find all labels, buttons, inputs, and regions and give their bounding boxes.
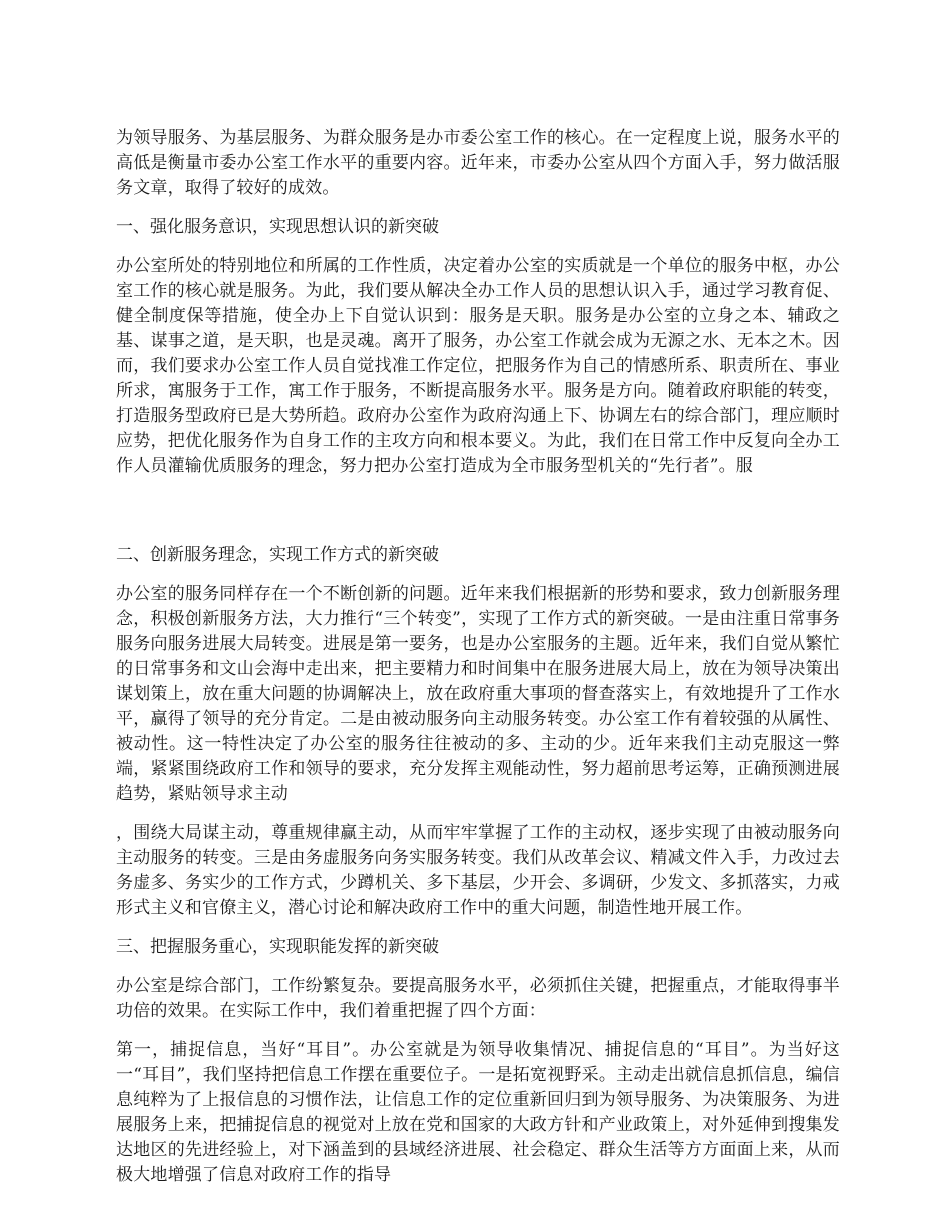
section-3-paragraph-1: 办公室是综合部门，工作纷繁复杂。要提高服务水平，必须抓住关键，把握重点，才能取得事半功倍的效果。在实际工作中，我们着重把握了四个方面： xyxy=(116,976,840,1021)
intro-paragraph: 为领导服务、为基层服务、为群众服务是办市委公室工作的核心。在一定程度上说，服务水平的高低是衡量市委办公室工作水平的重要内容。近年来，市委办公室从四个方面入手，努力做活服务文章，取得了较好的成效。 xyxy=(116,128,840,198)
section-3-heading: 三、把握服务重心，实现职能发挥的新突破 xyxy=(116,937,439,957)
section-1-heading: 一、强化服务意识，实现思想认识的新突破 xyxy=(116,217,439,237)
section-3-paragraph-2: 第一，捕捉信息，当好“耳目”。办公室就是为领导收集情况、捕捉信息的“耳目”。为当好这一“耳目”，我们坚持把信息工作摆在重要位子。一是拓宽视野采。主动走出就信息抓信息，编信息纯粹为了上报信息的习惯作法，让信息工作的定位重新回归到为领导服务、为决策服务、为进展服务上来，把捕捉信息的视觉对上放在党和国家的大政方针和产业政策上，对外延伸到搜集发达地区的先进经验上，对下涵盖到的县域经济进展、社会稳定、群众生活等方方面面上来，从而极大地增强了信息对政府工作的指导 xyxy=(116,1040,840,1185)
section-2-paragraph-1: 办公室的服务同样存在一个不断创新的问题。近年来我们根据新的形势和要求，致力创新服务理念，积极创新服务方法，大力推行“三个转变”，实现了工作方式的新突破。一是由注重日常事务服务向服务进展大局转变。进展是第一要务，也是办公室服务的主题。近年来，我们自觉从繁忙的日常事务和文山会海中走出来，把主要精力和时间集中在服务进展大局上，放在为领导决策出谋划策上，放在重大问题的协调解决上，放在政府重大事项的督查落实上，有效地提升了工作水平，赢得了领导的充分肯定。二是由被动服务向主动服务转变。办公室工作有着较强的从属性、被动性。这一特性决定了办公室的服务往往被动的多、主动的少。近年来我们主动克服这一弊端，紧紧围绕政府工作和领导的要求，充分发挥主观能动性，努力超前思考运筹，正确预测进展趋势，紧贴领导求主动 xyxy=(116,584,840,804)
document-body xyxy=(116,126,840,1188)
section-1-paragraph: 办公室所处的特别地位和所属的工作性质，决定着办公室的实质就是一个单位的服务中枢，办公室工作的核心就是服务。为此，我们要从解决全办工作人员的思想认识入手，通过学习教育促、健全制度保等措施，使全办上下自觉认识到：服务是天职。服务是办公室的立身之本、辅政之基、谋事之道，是天职，也是灵魂。离开了服务，办公室工作就会成为无源之水、无本之木。因而，我们要求办公室工作人员自觉找准工作定位，把服务作为自己的情感所系、职责所在、事业所求，寓服务于工作，寓工作于服务，不断提高服务水平。服务是方向。随着政府职能的转变，打造服务型政府已是大势所趋。政府办公室作为政府沟通上下、协调左右的综合部门，理应顺时应势，把优化服务作为自身工作的主攻方向和根本要义。为此，我们在日常工作中反复向全办工作人员灌输优质服务的理念，努力把办公室打造成为全市服务型机关的“先行者”。服 xyxy=(116,256,840,476)
section-2-paragraph-2: ，围绕大局谋主动，尊重规律赢主动，从而牢牢掌握了工作的主动权，逐步实现了由被动服务向主动服务的转变。三是由务虚服务向务实服务转变。我们从改革会议、精减文件入手，力改过去务虚多、务实少的工作方式，少蹲机关、多下基层，少开会、多调研，少发文、多抓落实，力戒形式主义和官僚主义，潜心讨论和解决政府工作中的重大问题，制造性地开展工作。 xyxy=(116,823,840,918)
section-2-heading: 二、创新服务理念，实现工作方式的新突破 xyxy=(116,545,439,565)
